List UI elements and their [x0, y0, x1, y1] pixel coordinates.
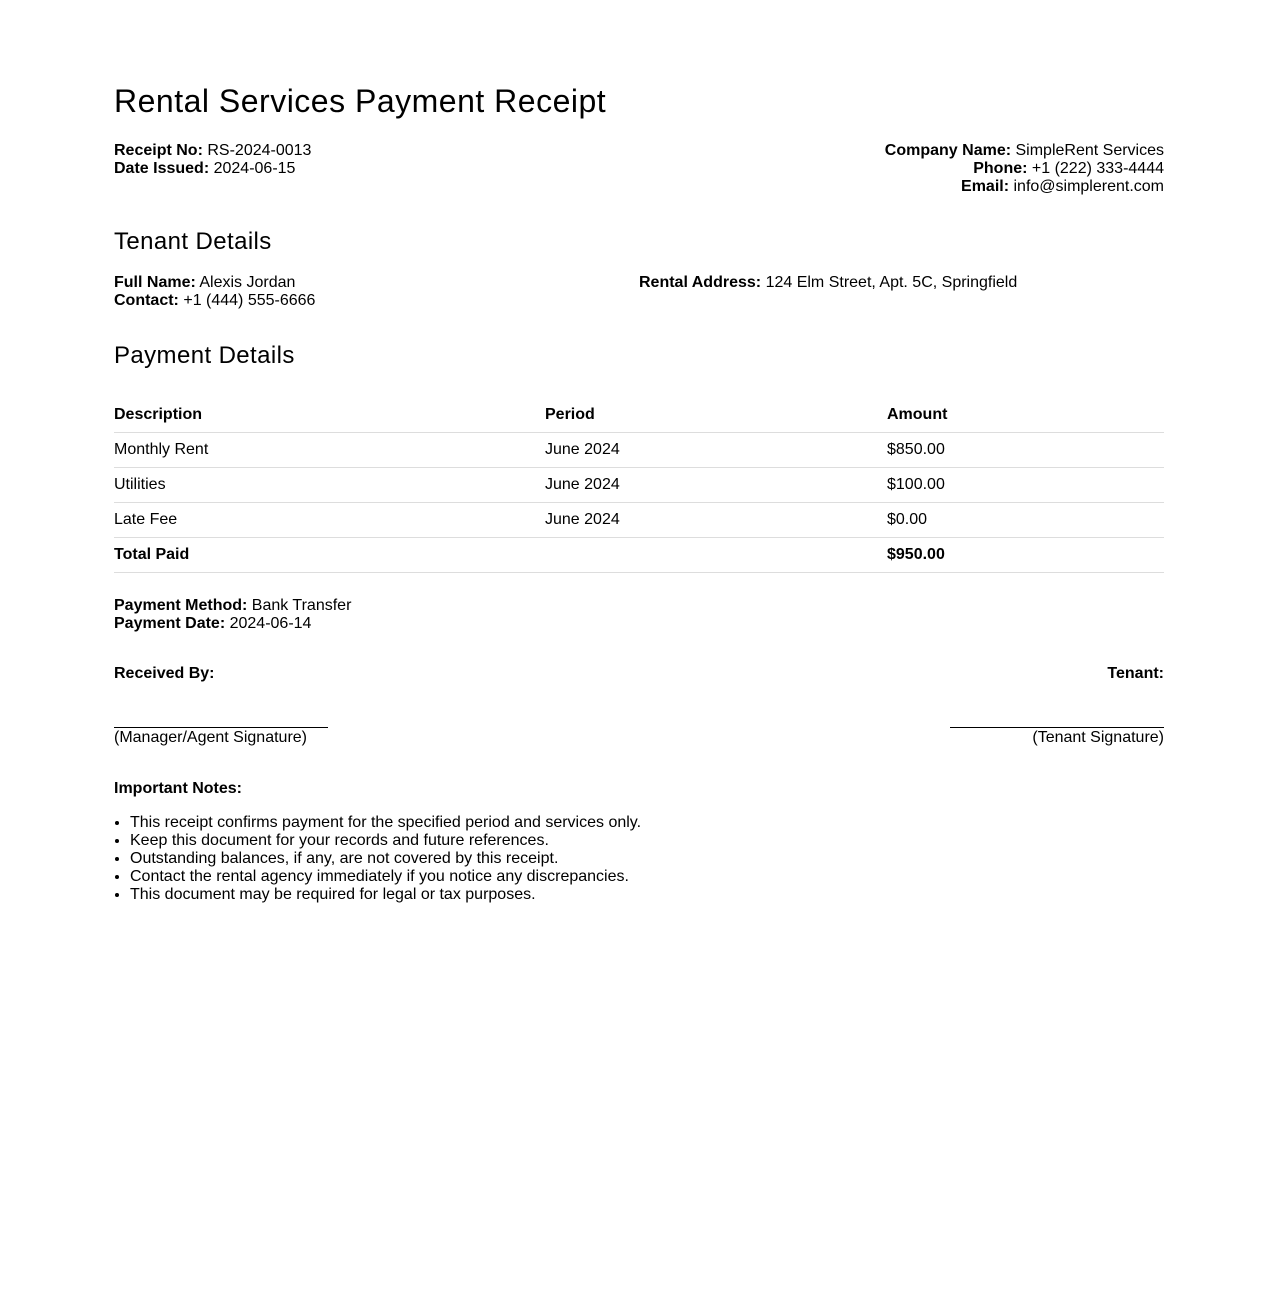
- date-issued-label: Date Issued:: [114, 160, 210, 177]
- tenant-name-value: Alexis Jordan: [199, 274, 296, 291]
- receipt-number-label: Receipt No:: [114, 142, 203, 159]
- payment-method-label: Payment Method:: [114, 597, 248, 614]
- manager-signature-caption: (Manager/Agent Signature): [114, 729, 307, 746]
- table-row: [114, 503, 1164, 538]
- row-amount: $100.00: [887, 468, 1164, 503]
- tenant-personal: [114, 274, 639, 310]
- row-period: June 2024: [545, 503, 887, 538]
- received-by-label: Received By:: [114, 665, 215, 682]
- payment-method-value: Bank Transfer: [251, 597, 352, 614]
- company-email-value: info@simplerent.com: [1013, 178, 1164, 195]
- company-phone: [885, 160, 1164, 178]
- list-item: • Keep this document for your records and future references.: [130, 832, 1164, 850]
- tenant-details-title: Tenant Details: [114, 228, 272, 255]
- list-item: • Contact the rental agency immediately if you notice any discrepancies.: [130, 868, 1164, 886]
- tenant-signature-label: Tenant:: [1107, 665, 1164, 682]
- receipt-number: [114, 142, 311, 160]
- receipt-info: [114, 142, 311, 196]
- table-row: [114, 468, 1164, 503]
- company-name-value: SimpleRent Services: [1015, 142, 1164, 159]
- company-email-label: Email:: [961, 178, 1010, 195]
- payment-table: [114, 398, 1164, 573]
- tenant-contact-value: +1 (444) 555-6666: [183, 292, 316, 309]
- company-info: [885, 142, 1164, 196]
- received-by-signature: [114, 665, 328, 748]
- payment-date: [114, 615, 1164, 633]
- row-amount: $0.00: [887, 503, 1164, 538]
- row-description: Monthly Rent: [114, 433, 545, 468]
- company-email: [885, 178, 1164, 196]
- tenant-contact: [114, 292, 639, 310]
- row-description: Utilities: [114, 468, 545, 503]
- date-issued: [114, 160, 311, 178]
- receipt-header: [114, 142, 1164, 196]
- notes-list: [114, 814, 1164, 904]
- company-phone-value: +1 (222) 333-4444: [1031, 160, 1164, 177]
- receipt-document: [114, 0, 1164, 904]
- tenant-name-label: Full Name:: [114, 274, 196, 291]
- tenant-signature-line: [950, 683, 1164, 728]
- date-issued-value: 2024-06-15: [213, 160, 296, 177]
- tenant-contact-label: Contact:: [114, 292, 179, 309]
- row-description: Late Fee: [114, 503, 545, 538]
- manager-signature-line: [114, 683, 328, 728]
- tenant-details: [114, 274, 1164, 310]
- tenant-signature-caption: (Tenant Signature): [1032, 729, 1164, 746]
- table-row: [114, 433, 1164, 468]
- notes-title: Important Notes:: [114, 780, 242, 797]
- total-label: Total Paid: [114, 538, 545, 573]
- list-item: • This receipt confirms payment for the specified period and services only.: [130, 814, 1164, 832]
- table-header-row: [114, 398, 1164, 433]
- column-header-period: Period: [545, 398, 887, 433]
- total-row: [114, 538, 1164, 573]
- company-phone-label: Phone:: [973, 160, 1028, 177]
- row-period: June 2024: [545, 433, 887, 468]
- row-period: June 2024: [545, 468, 887, 503]
- payment-method-block: [114, 597, 1164, 633]
- column-header-amount: Amount: [887, 398, 1164, 433]
- total-amount: $950.00: [887, 538, 1164, 573]
- tenant-address-block: [639, 274, 1017, 310]
- signature-section: [114, 665, 1164, 748]
- column-header-description: Description: [114, 398, 545, 433]
- row-amount: $850.00: [887, 433, 1164, 468]
- total-period-empty: [545, 538, 887, 573]
- rental-address: [639, 274, 1017, 292]
- payment-method: [114, 597, 1164, 615]
- payment-date-label: Payment Date:: [114, 615, 226, 632]
- rental-address-value: 124 Elm Street, Apt. 5C, Springfield: [765, 274, 1018, 291]
- page-title: Rental Services Payment Receipt: [114, 83, 607, 119]
- company-name: [885, 142, 1164, 160]
- tenant-name: [114, 274, 639, 292]
- payment-details-title: Payment Details: [114, 342, 295, 369]
- list-item: • Outstanding balances, if any, are not covered by this receipt.: [130, 850, 1164, 868]
- list-item: • This document may be required for legal or tax purposes.: [130, 886, 1164, 904]
- payment-date-value: 2024-06-14: [229, 615, 312, 632]
- rental-address-label: Rental Address:: [639, 274, 762, 291]
- receipt-number-value: RS-2024-0013: [207, 142, 312, 159]
- company-name-label: Company Name:: [884, 142, 1012, 159]
- tenant-signature: [950, 665, 1164, 748]
